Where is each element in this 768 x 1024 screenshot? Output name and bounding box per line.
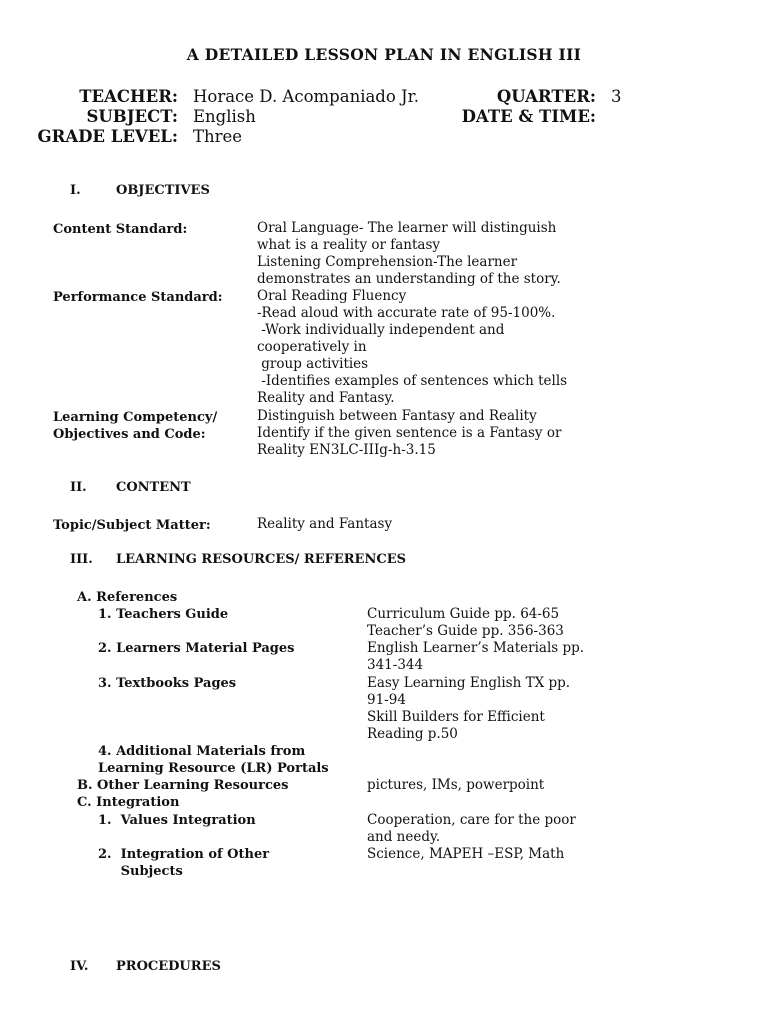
section-number-resources: III. xyxy=(70,552,93,567)
learners-material-value: English Learner’s Materials pp. 341-344 xyxy=(367,640,585,673)
learners-material-label: 2. Learners Material Pages xyxy=(98,641,295,656)
quarter-label: QUARTER: xyxy=(496,87,596,106)
content-standard-label: Content Standard: xyxy=(53,222,188,237)
additional-materials-label: 4. Additional Materials from Learning Resource (LR) Portals xyxy=(98,744,329,776)
teacher-label: TEACHER: xyxy=(79,87,178,106)
section-title-content: CONTENT xyxy=(116,480,191,495)
values-integration-value: Cooperation, care for the poor and needy. xyxy=(367,812,576,845)
section-title-procedures: PROCEDURES xyxy=(116,959,221,974)
grade-value: Three xyxy=(193,127,243,146)
subject-value: English xyxy=(193,107,256,126)
teacher-name: Horace D. Acompaniado Jr. xyxy=(193,87,419,106)
page-title: A DETAILED LESSON PLAN IN ENGLISH III xyxy=(186,45,582,64)
grade-label: GRADE LEVEL: xyxy=(37,127,178,146)
values-integration-label: 1. Values Integration xyxy=(98,813,256,828)
content-standard-text: Oral Language- The learner will distinguish what is a reality or fantasy Listening Comprehension-The learner demonstrates an understanding of the story. xyxy=(257,220,561,287)
other-resources-label: B. Other Learning Resources xyxy=(77,778,289,793)
references-label: A. References xyxy=(77,590,178,605)
other-subjects-label: 2. Integration of Other Subjects xyxy=(98,847,270,879)
teachers-guide-label: 1. Teachers Guide xyxy=(98,607,229,622)
other-resources-value: pictures, IMs, powerpoint xyxy=(367,777,545,793)
textbooks-value: Easy Learning English TX pp. 91-94 Skill Builders for Efficient Reading p.50 xyxy=(367,675,571,742)
section-title-resources: LEARNING RESOURCES/ REFERENCES xyxy=(116,552,406,567)
integration-label: C. Integration xyxy=(77,795,180,810)
section-number-procedures: IV. xyxy=(70,959,89,974)
datetime-label: DATE & TIME: xyxy=(461,107,596,126)
quarter-value: 3 xyxy=(611,87,622,106)
textbooks-label: 3. Textbooks Pages xyxy=(98,676,237,691)
competency-text: Distinguish between Fantasy and Reality Identify if the given sentence is a Fantasy or Reality EN3LC-IIIg-h-3.15 xyxy=(257,408,562,458)
competency-label: Learning Competency/ Objectives and Code: xyxy=(53,410,218,442)
topic-label: Topic/Subject Matter: xyxy=(53,518,211,533)
topic-text: Reality and Fantasy xyxy=(257,516,393,532)
section-title-objectives: OBJECTIVES xyxy=(116,183,210,198)
performance-standard-text: Oral Reading Fluency -Read aloud with accurate rate of 95-100%. -Work individually independent and cooperatively in group activities -Identifies examples of sentences which tells Reality and Fantasy. xyxy=(257,288,568,406)
subject-label: SUBJECT: xyxy=(86,107,178,126)
section-number-content: II. xyxy=(70,480,87,495)
teachers-guide-value: Curriculum Guide pp. 64-65 Teacher’s Guide pp. 356-363 xyxy=(367,606,564,639)
section-number-objectives: I. xyxy=(70,183,81,198)
other-subjects-value: Science, MAPEH –ESP, Math xyxy=(367,846,565,862)
performance-standard-label: Performance Standard: xyxy=(53,290,223,305)
